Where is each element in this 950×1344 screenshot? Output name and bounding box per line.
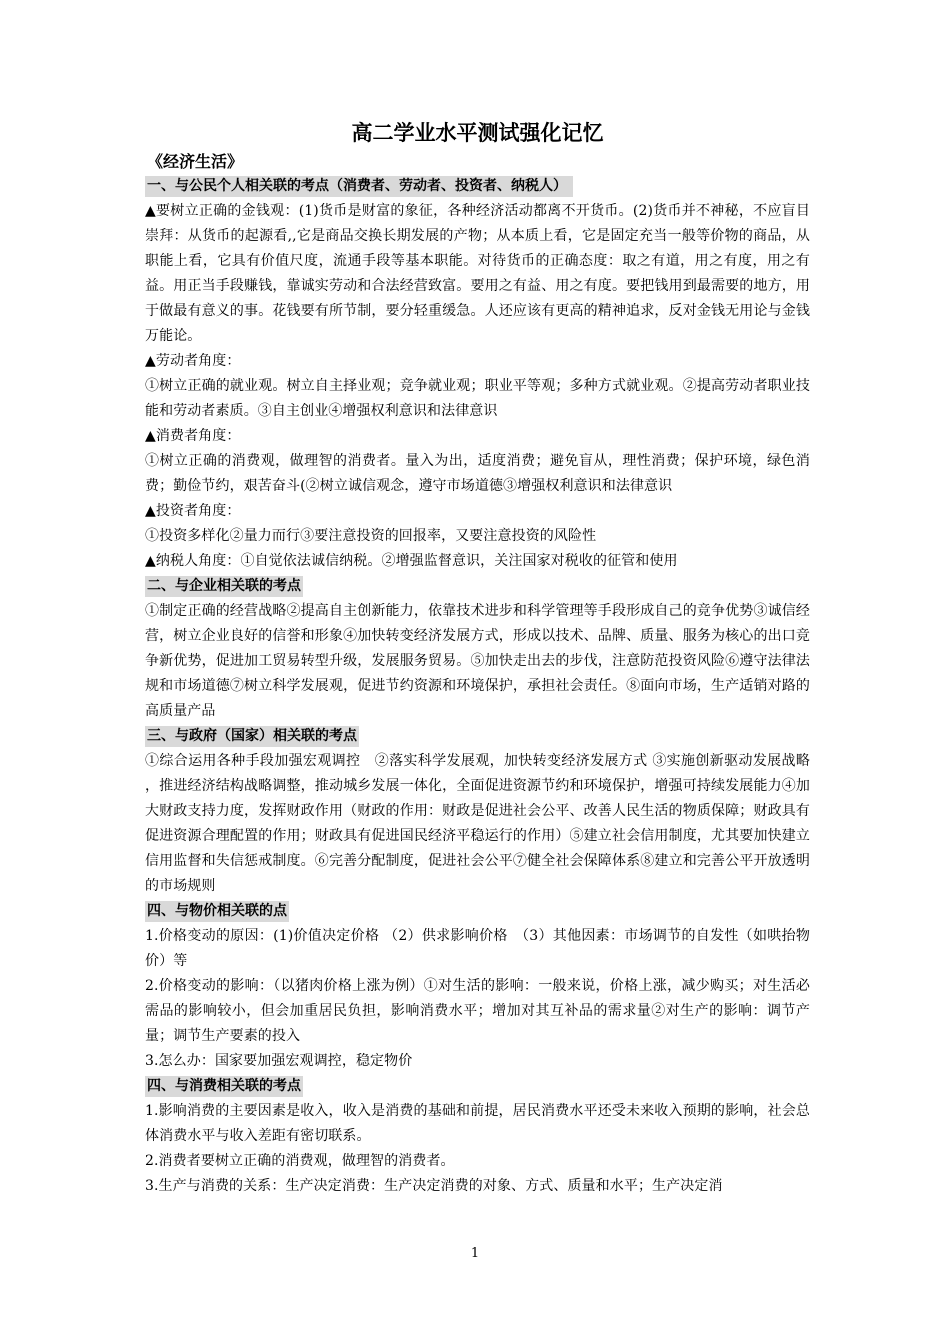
- paragraph: ▲投资者角度：: [145, 503, 241, 519]
- paragraph: 3.生产与消费的关系：生产决定消费：生产决定消费的对象、方式、质量和水平；生产决定消: [145, 1178, 723, 1194]
- paragraph: ①树立正确的就业观。树立自主择业观；竞争就业观；职业平等观；多种方式就业观。②提高劳动者职业技能和劳动者素质。③自主创业④增强权利意识和法律意识: [145, 378, 810, 419]
- section-individual: [145, 174, 810, 574]
- paragraph: ①投资多样化②量力而行③要注意投资的回报率，又要注意投资的风险性: [145, 528, 597, 544]
- document-subtitle: 《经济生活》: [147, 152, 244, 171]
- section-heading: 三、与政府（国家）相关联的考点: [145, 726, 359, 747]
- paragraph: ▲消费者角度：: [145, 428, 241, 444]
- paragraph: ▲纳税人角度：①自觉依法诚信纳税。②增强监督意识，关注国家对税收的征管和使用: [145, 553, 678, 569]
- section-government: [145, 724, 810, 899]
- paragraph: 1.影响消费的主要因素是收入，收入是消费的基础和前提，居民消费水平还受未来收入预期的影响，社会总体消费水平与收入差距有密切联系。: [145, 1103, 810, 1144]
- paragraph: 1.价格变动的原因：(1)价值决定价格 （2）供求影响价格 （3）其他因素：市场调节的自发性（如哄抬物价）等: [145, 928, 810, 969]
- paragraph: ▲劳动者角度：: [145, 353, 241, 369]
- paragraph: 2.价格变动的影响：（以猪肉价格上涨为例）①对生活的影响：一般来说，价格上涨，减少购买；对生活必需品的影响较小，但会加重居民负担，影响消费水平；增加对其互补品的需求量②对生产的影响：调节产量；调节生产要素的投入: [145, 978, 810, 1044]
- paragraph: ①制定正确的经营战略②提高自主创新能力，依靠技术进步和科学管理等手段形成自己的竞争优势③诚信经营，树立企业良好的信誉和形象④加快转变经济发展方式，形成以技术、品牌、质量、服务为核心的出口竞争新优势，促进加工贸易转型升级，发展服务贸易。⑤加快走出去的步伐，注意防范投资风险⑥遵守法律法规和市场道德⑦树立科学发展观，促进节约资源和环境保护，承担社会责任。⑧面向市场，生产适销对路的高质量产品: [145, 603, 810, 719]
- paragraph: 3.怎么办：国家要加强宏观调控，稳定物价: [145, 1053, 413, 1069]
- paragraph: ▲要树立正确的金钱观：(1)货币是财富的象征，各种经济活动都离不开货币。(2)货币并不神秘，不应盲目崇拜：从货币的起源看,,它是商品交换长期发展的产物；从本质上看，它是固定充当一般等价物的商品，从职能上看，它具有价值尺度，流通手段等基本职能。对待货币的正确态度：取之有道，用之有度，用之有益。用正当手段赚钱，靠诚实劳动和合法经营致富。要用之有益、用之有度。要把钱用到最需要的地方，用于做最有意义的事。花钱要有所节制，要分轻重缓急。人还应该有更高的精神追求，反对金钱无用论与金钱万能论。: [145, 203, 810, 344]
- section-heading: 四、与消费相关联的考点: [145, 1076, 303, 1097]
- section-enterprise: [145, 574, 810, 724]
- section-heading: 四、与物价相关联的点: [145, 901, 289, 922]
- section-heading: 二、与企业相关联的考点: [145, 576, 303, 597]
- page-number: 1: [470, 1246, 480, 1261]
- document-title: 高二学业水平测试强化记忆: [351, 121, 604, 145]
- paragraph: 2.消费者要树立正确的消费观，做理智的消费者。: [145, 1153, 455, 1169]
- section-consumption: [145, 1074, 810, 1199]
- paragraph: ①树立正确的消费观，做理智的消费者。量入为出，适度消费；避免盲从，理性消费；保护环境，绿色消费；勤俭节约，艰苦奋斗(②树立诚信观念，遵守市场道德③增强权利意识和法律意识: [145, 453, 810, 494]
- section-prices: [145, 899, 810, 1074]
- paragraph: ①综合运用各种手段加强宏观调控 ②落实科学发展观，加快转变经济发展方式 ③实施创新驱动发展战略 ，推进经济结构战略调整，推动城乡发展一体化，全面促进资源节约和环境保护，增强可持续发展能力④加大财政支持力度，发挥财政作用（财政的作用：财政是促进社会公平、改善人民生活的物质保障；财政具有促进资源合理配置的作用；财政具有促进国民经济平稳运行的作用）⑤建立社会信用制度，尤其要加快建立信用监督和失信惩戒制度。⑥完善分配制度，促进社会公平⑦健全社会保障体系⑧建立和完善公平开放透明的市场规则: [145, 753, 810, 894]
- section-heading: 一、与公民个人相关联的考点（消费者、劳动者、投资者、纳税人）: [145, 176, 573, 197]
- document-page: [145, 118, 810, 1199]
